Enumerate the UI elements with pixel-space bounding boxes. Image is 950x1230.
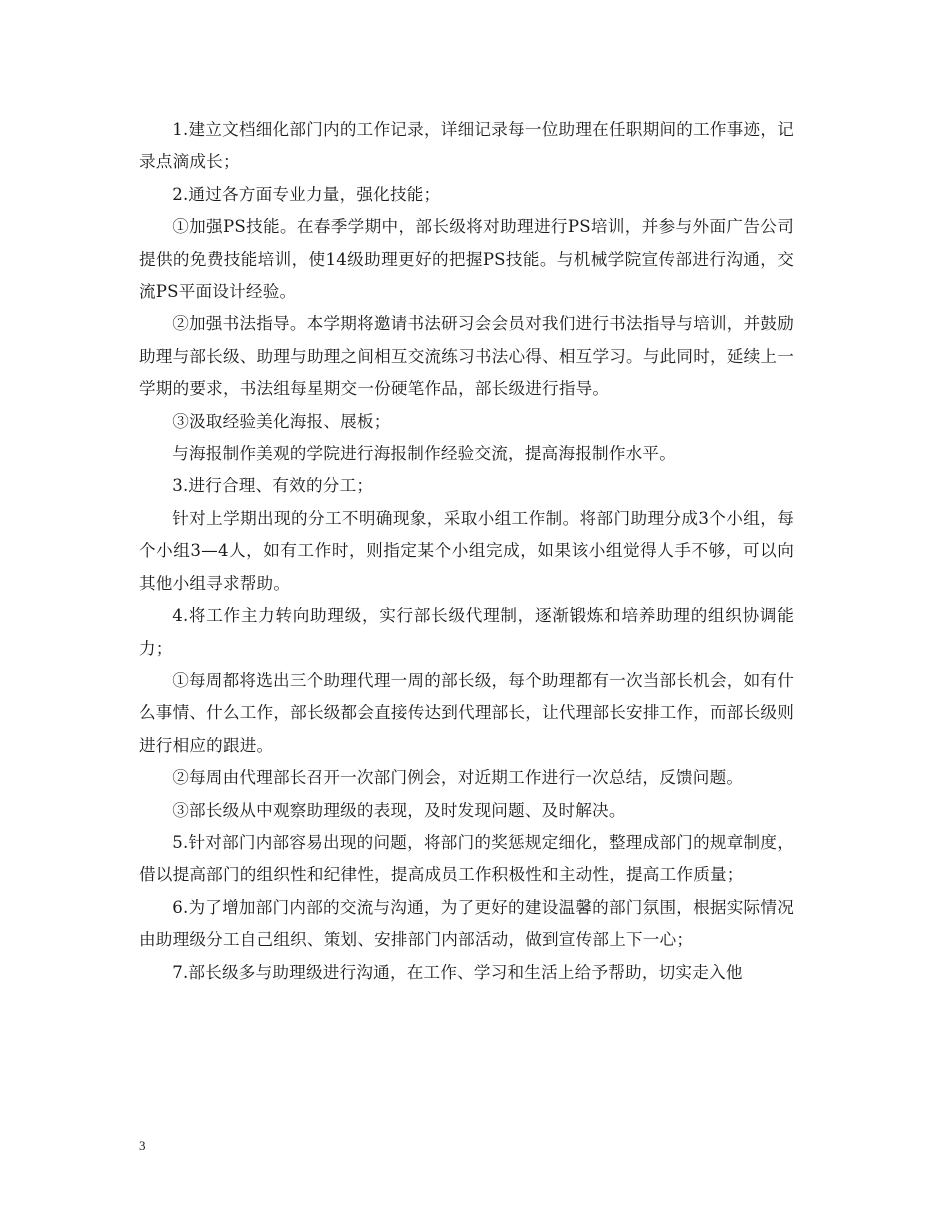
paragraph-5: ③汲取经验美化海报、展板； — [172, 411, 391, 431]
paragraph-12: ③部长级从中观察助理级的表现，及时发现问题、及时解决。 — [172, 800, 626, 820]
paragraph-4: ②加强书法指导。本学期将邀请书法研习会会员对我们进行书法指导与培训，并鼓励助理与部长级、助理与助理之间相互交流练习书法心得、相互学习。与此同时，延续上一学期的要求，书法组每星期交一份硬笔作品，部长级进行指导。 — [139, 314, 794, 399]
paragraph-9: 4.将工作主力转向助理级，实行部长级代理制，逐渐锻炼和培养助理的组织协调能力； — [139, 606, 794, 658]
paragraph-14: 6.为了增加部门内部的交流与沟通，为了更好的建设温馨的部门氛围，根据实际情况由助理级分工自己组织、策划、安排部门内部活动，做到宣传部上下一心； — [139, 897, 794, 950]
paragraph-3: ①加强PS技能。在春季学期中，部长级将对助理进行PS培训，并参与外面广告公司提供的免费技能培训，使14级助理更好的把握PS技能。与机械学院宣传部进行沟通，交流PS平面设计经验。 — [139, 217, 794, 302]
page-number: 3 — [139, 1138, 146, 1153]
document-body — [139, 114, 794, 989]
paragraph-15: 7.部长级多与助理级进行沟通，在工作、学习和生活上给予帮助，切实走入他 — [172, 962, 743, 982]
paragraph-8: 针对上学期出现的分工不明确现象，采取小组工作制。将部门助理分成3个小组，每个小组3—4人，如有工作时，则指定某个小组完成，如果该小组觉得人手不够，可以向其他小组寻求帮助。 — [139, 508, 794, 593]
paragraph-1: 1.建立文档细化部门内的工作记录，详细记录每一位助理在任职期间的工作事迹，记录点滴成长； — [139, 120, 794, 172]
paragraph-11: ②每周由代理部长召开一次部门例会，对近期工作进行一次总结，反馈问题。 — [172, 768, 744, 788]
paragraph-2: 2.通过各方面专业力量，强化技能； — [172, 184, 441, 204]
paragraph-6: 与海报制作美观的学院进行海报制作经验交流，提高海报制作水平。 — [172, 444, 676, 464]
paragraph-10: ①每周都将选出三个助理代理一周的部长级，每个助理都有一次当部长机会，如有什么事情、什么工作，部长级都会直接传达到代理部长，让代理部长安排工作，而部长级则进行相应的跟进。 — [139, 670, 794, 755]
paragraph-7: 3.进行合理、有效的分工； — [172, 476, 374, 496]
paragraph-13: 5.针对部门内部容易出现的问题，将部门的奖惩规定细化，整理成部门的规章制度，借以提高部门的组织性和纪律性，提高成员工作积极性和主动性，提高工作质量； — [139, 832, 794, 885]
